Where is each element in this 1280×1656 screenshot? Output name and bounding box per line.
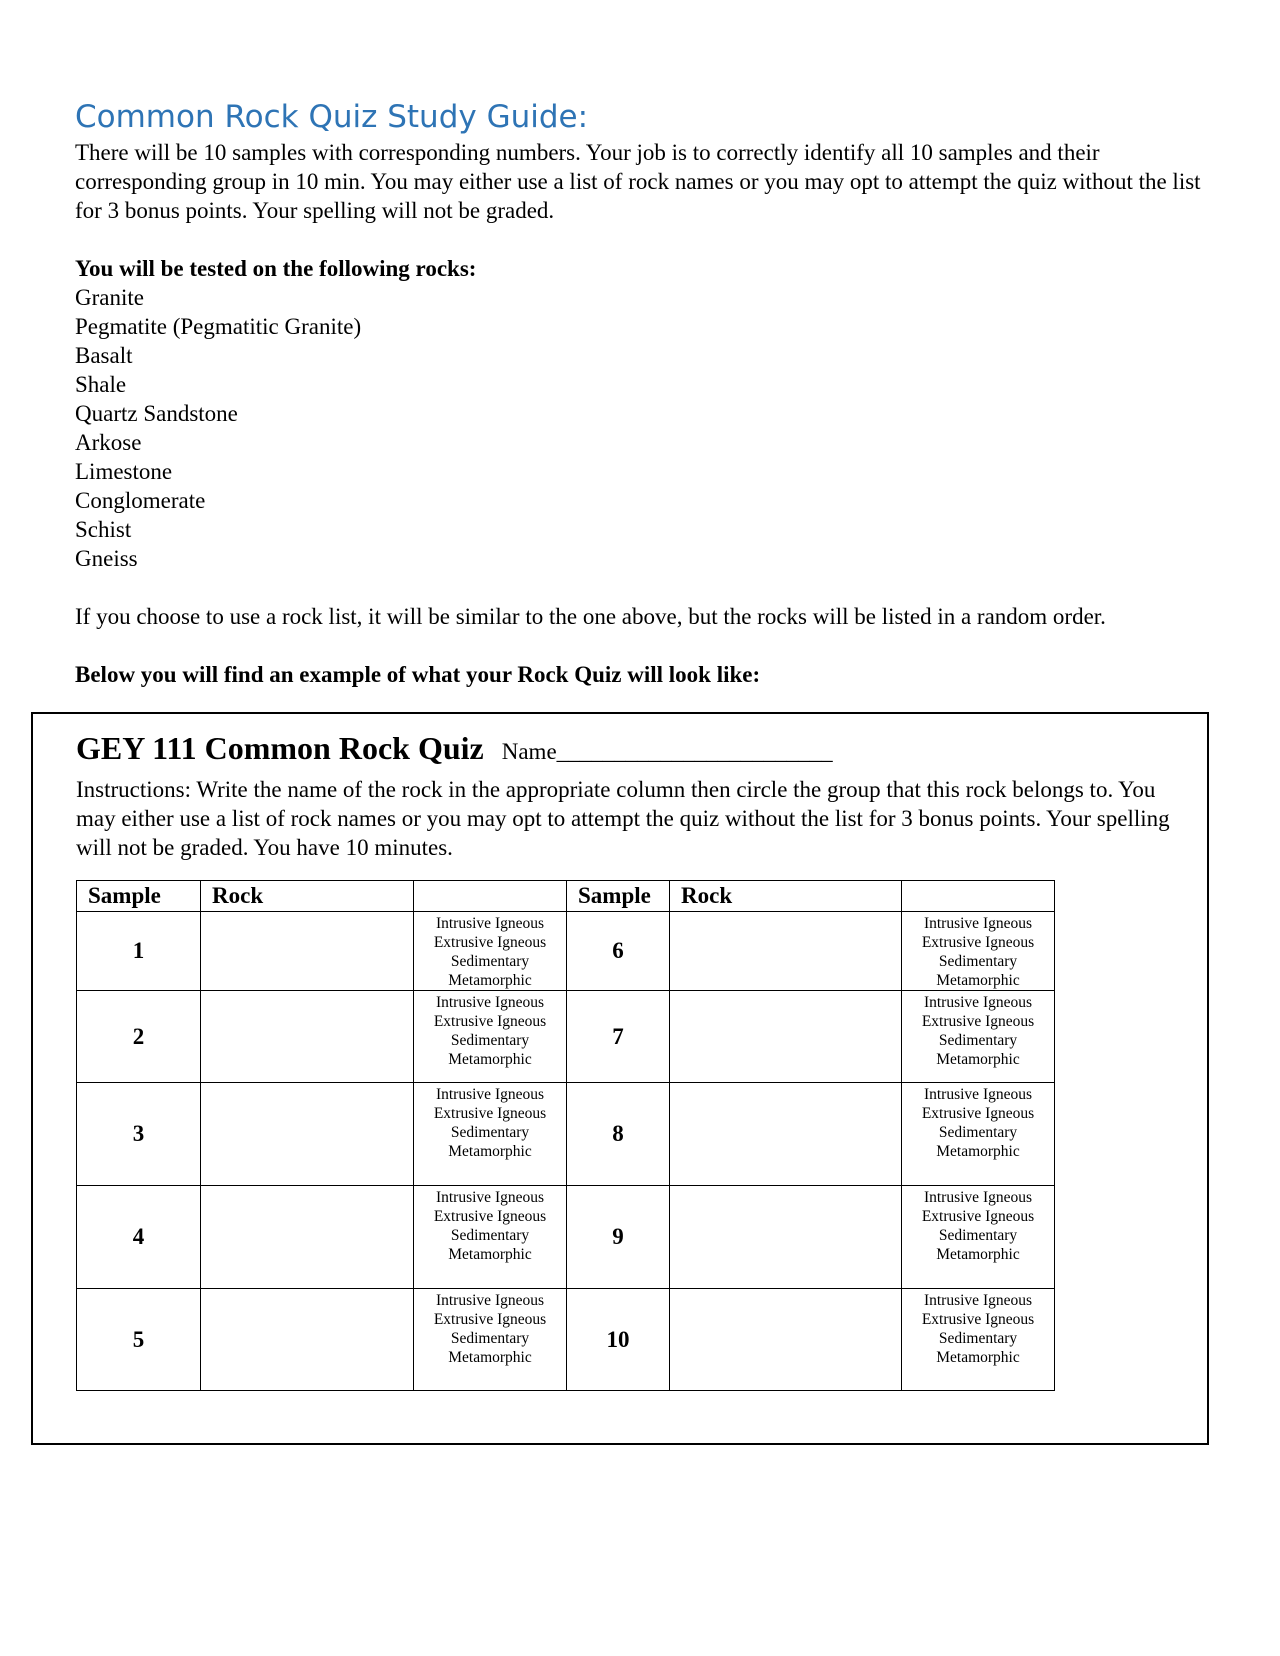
rock-item: Limestone — [75, 459, 173, 484]
group-option[interactable]: Metamorphic — [448, 972, 532, 989]
sample-number: 5 — [77, 1289, 201, 1391]
group-option[interactable]: Metamorphic — [448, 1143, 532, 1160]
rock-item: Shale — [75, 372, 127, 397]
group-option[interactable]: Metamorphic — [936, 1051, 1020, 1068]
group-header — [414, 881, 567, 912]
group-option[interactable]: Metamorphic — [936, 1246, 1020, 1263]
group-option[interactable]: Intrusive Igneous — [923, 1086, 1033, 1103]
rock-header: Rock — [201, 881, 414, 912]
group-option[interactable]: Intrusive Igneous — [435, 915, 545, 932]
rock-answer-cell[interactable] — [201, 991, 414, 1083]
group-option[interactable]: Extrusive Igneous — [433, 1105, 547, 1122]
group-option[interactable]: Extrusive Igneous — [433, 1208, 547, 1225]
sample-number: 6 — [567, 912, 670, 991]
quiz-header — [76, 728, 1186, 862]
rock-header: Rock — [670, 881, 902, 912]
study-guide — [75, 96, 1205, 689]
tested-heading: You will be tested on the following rocks: — [75, 256, 477, 281]
quiz-title: GEY 111 Common Rock Quiz — [76, 730, 484, 766]
group-option[interactable]: Intrusive Igneous — [435, 1292, 545, 1309]
spacer — [75, 631, 1205, 660]
group-option[interactable]: Intrusive Igneous — [923, 915, 1033, 932]
group-option[interactable]: Sedimentary — [938, 1330, 1018, 1347]
rock-item: Conglomerate — [75, 488, 206, 513]
sample-header: Sample — [567, 881, 670, 912]
table-row — [77, 1186, 1055, 1289]
sample-number: 9 — [567, 1186, 670, 1289]
sample-number: 10 — [567, 1289, 670, 1391]
group-option[interactable]: Sedimentary — [938, 1032, 1018, 1049]
group-option[interactable]: Intrusive Igneous — [435, 1086, 545, 1103]
group-option[interactable]: Intrusive Igneous — [435, 994, 545, 1011]
group-option[interactable]: Sedimentary — [450, 953, 530, 970]
rock-answer-cell[interactable] — [670, 1083, 902, 1186]
group-options — [902, 991, 1055, 1083]
group-options — [414, 991, 567, 1083]
group-options — [902, 1289, 1055, 1391]
rock-item: Schist — [75, 517, 132, 542]
group-option[interactable]: Metamorphic — [448, 1051, 532, 1068]
group-option[interactable]: Extrusive Igneous — [921, 934, 1035, 951]
example-heading: Below you will find an example of what your Rock Quiz will look like: — [75, 662, 761, 687]
group-options — [414, 1083, 567, 1186]
sample-number: 1 — [77, 912, 201, 991]
rock-item: Basalt — [75, 343, 133, 368]
group-option[interactable]: Extrusive Igneous — [433, 934, 547, 951]
group-options — [902, 1186, 1055, 1289]
rock-item: Granite — [75, 285, 144, 310]
table-header-row — [77, 881, 1055, 912]
group-option[interactable]: Extrusive Igneous — [921, 1311, 1035, 1328]
sample-header: Sample — [77, 881, 201, 912]
group-option[interactable]: Metamorphic — [448, 1246, 532, 1263]
sample-number: 4 — [77, 1186, 201, 1289]
rock-item: Gneiss — [75, 546, 138, 571]
quiz-table — [76, 880, 1055, 1391]
rock-answer-cell[interactable] — [201, 1083, 414, 1186]
group-option[interactable]: Sedimentary — [938, 1227, 1018, 1244]
spacer — [75, 225, 1205, 254]
rock-answer-cell[interactable] — [670, 991, 902, 1083]
intro-paragraph: There will be 10 samples with corresponding numbers. Your job is to correctly identify all 10 samples and their corresponding group in 10 min. You may either use a list of rock names or you may opt to attempt the quiz without the list for 3 bonus points. Your spelling will not be graded. — [75, 140, 1201, 223]
sample-number: 2 — [77, 991, 201, 1083]
rock-item: Arkose — [75, 430, 142, 455]
group-option[interactable]: Metamorphic — [936, 972, 1020, 989]
group-option[interactable]: Sedimentary — [938, 1124, 1018, 1141]
quiz-instructions: Instructions: Write the name of the rock in the appropriate column then circle the group that this rock belongs to. You may either use a list of rock names or you may opt to attempt the quiz without the list for 3 bonus points. Your spelling will not be graded. You have 10 minutes. — [76, 777, 1170, 860]
page-title: Common Rock Quiz Study Guide: — [75, 99, 589, 135]
quiz-example-box — [31, 712, 1209, 1445]
table-row — [77, 991, 1055, 1083]
group-option[interactable]: Intrusive Igneous — [923, 1292, 1033, 1309]
group-option[interactable]: Sedimentary — [450, 1124, 530, 1141]
group-option[interactable]: Extrusive Igneous — [433, 1311, 547, 1328]
group-option[interactable]: Extrusive Igneous — [921, 1208, 1035, 1225]
rock-answer-cell[interactable] — [670, 912, 902, 991]
group-option[interactable]: Extrusive Igneous — [921, 1013, 1035, 1030]
group-options — [414, 1289, 567, 1391]
group-options — [902, 1083, 1055, 1186]
sample-number: 8 — [567, 1083, 670, 1186]
table-row — [77, 1083, 1055, 1186]
group-option[interactable]: Intrusive Igneous — [923, 994, 1033, 1011]
group-options — [414, 912, 567, 991]
group-option[interactable]: Metamorphic — [936, 1143, 1020, 1160]
rock-item: Quartz Sandstone — [75, 401, 238, 426]
sample-number: 7 — [567, 991, 670, 1083]
sample-number: 3 — [77, 1083, 201, 1186]
group-option[interactable]: Intrusive Igneous — [923, 1189, 1033, 1206]
rock-list — [75, 283, 1205, 573]
rock-answer-cell[interactable] — [670, 1289, 902, 1391]
rock-answer-cell[interactable] — [201, 912, 414, 991]
rock-answer-cell[interactable] — [201, 1186, 414, 1289]
group-options — [902, 912, 1055, 991]
group-option[interactable]: Extrusive Igneous — [433, 1013, 547, 1030]
group-option[interactable]: Sedimentary — [450, 1032, 530, 1049]
quiz-title-line — [76, 728, 1186, 775]
rock-answer-cell[interactable] — [201, 1289, 414, 1391]
group-option[interactable]: Extrusive Igneous — [921, 1105, 1035, 1122]
group-option[interactable]: Metamorphic — [936, 1349, 1020, 1366]
group-option[interactable]: Metamorphic — [448, 1349, 532, 1366]
table-row — [77, 912, 1055, 991]
group-option[interactable]: Sedimentary — [938, 953, 1018, 970]
group-option[interactable]: Sedimentary — [450, 1330, 530, 1347]
name-field[interactable]: Name________________________ — [501, 739, 833, 764]
spacer — [75, 573, 1205, 602]
rock-item: Pegmatite (Pegmatitic Granite) — [75, 314, 362, 339]
list-note: If you choose to use a rock list, it will be similar to the one above, but the rocks will be listed in a random order. — [75, 604, 1106, 629]
group-header — [902, 881, 1055, 912]
group-option[interactable]: Intrusive Igneous — [435, 1189, 545, 1206]
table-row — [77, 1289, 1055, 1391]
rock-answer-cell[interactable] — [670, 1186, 902, 1289]
group-options — [414, 1186, 567, 1289]
group-option[interactable]: Sedimentary — [450, 1227, 530, 1244]
